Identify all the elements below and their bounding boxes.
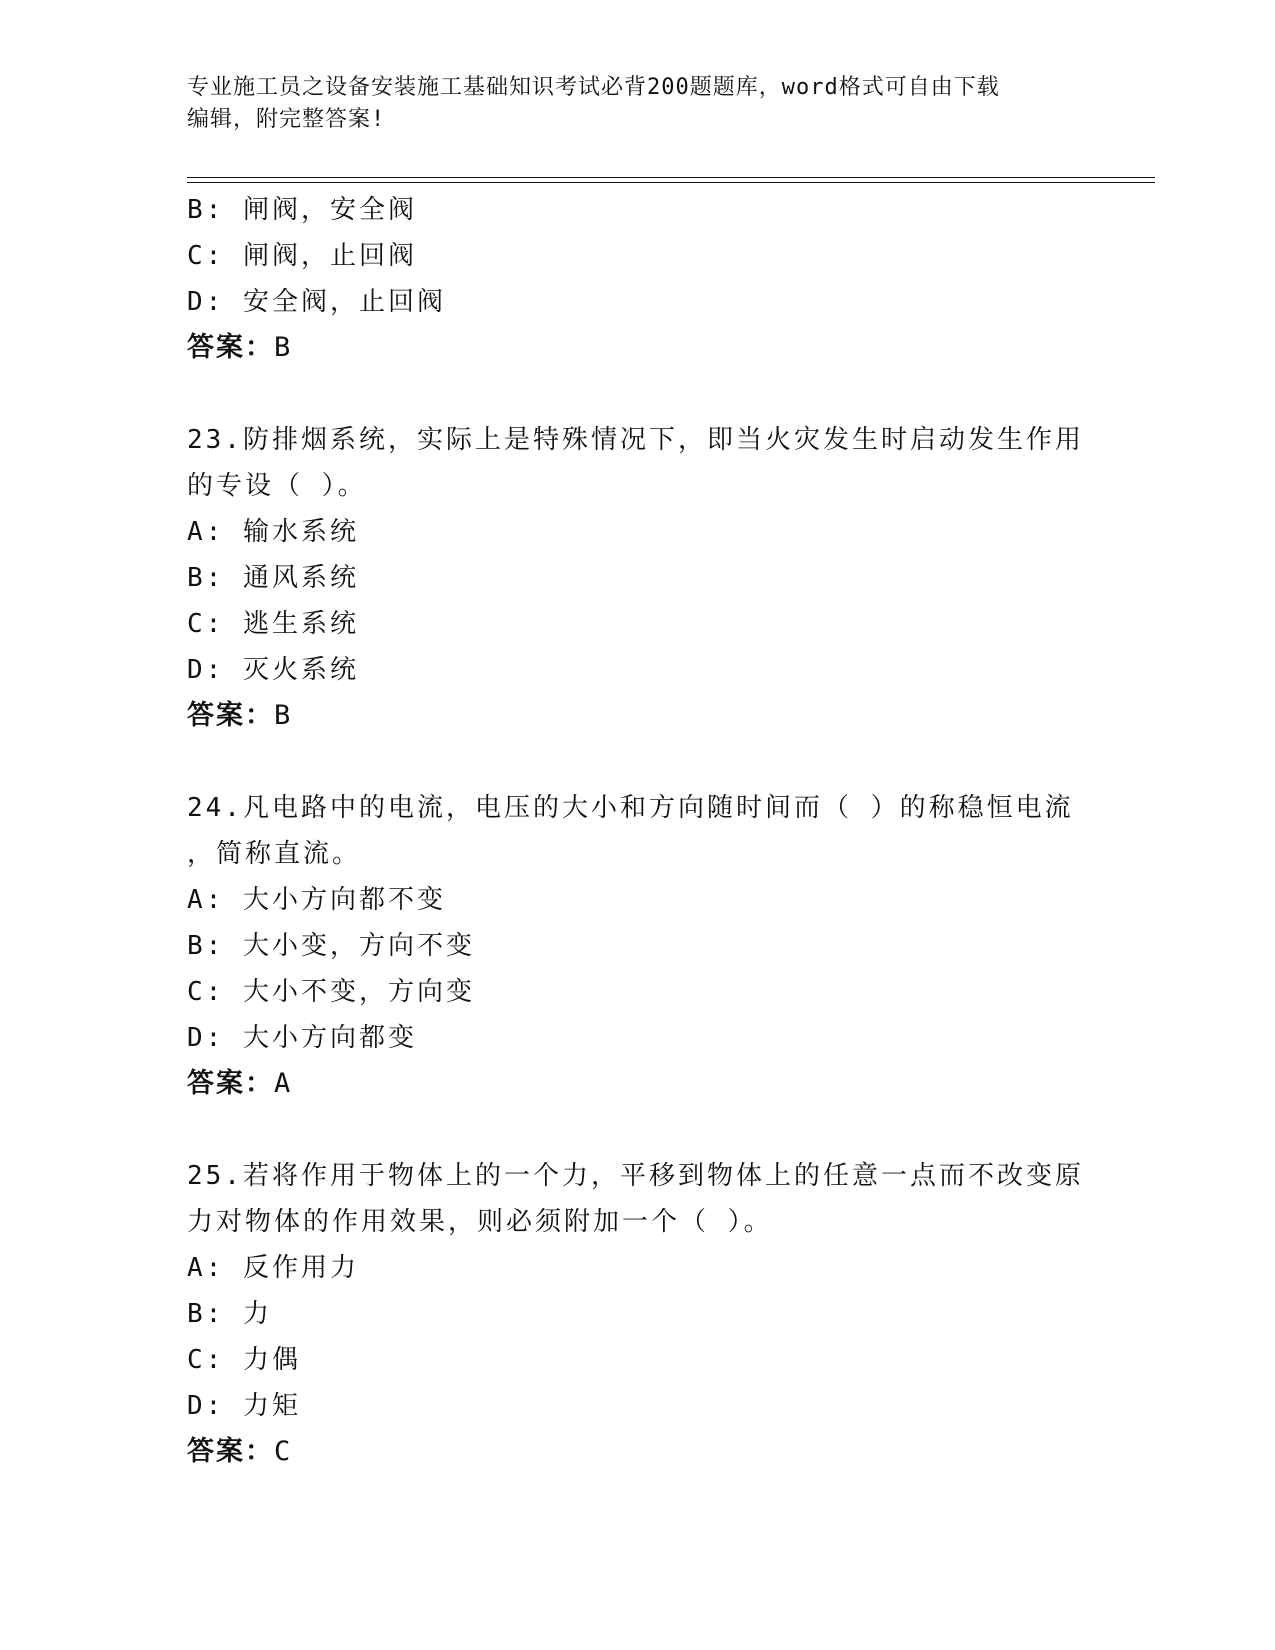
answer-line xyxy=(187,693,1087,739)
question-text-line-1: 24.凡电路中的电流，电压的大小和方向随时间而（ ）的称稳恒电流 xyxy=(187,793,1074,823)
document-header xyxy=(187,72,1067,136)
option-b: B: 力 xyxy=(187,1299,272,1329)
question-23 xyxy=(187,417,1087,739)
question-text-line-1: 23.防排烟系统，实际上是特殊情况下，即当火灾发生时启动发生作用 xyxy=(187,425,1084,455)
option-c: C: 大小不变，方向变 xyxy=(187,977,475,1007)
answer-value: B xyxy=(274,332,293,363)
answer-value: A xyxy=(274,1068,293,1099)
question-text-line-2: 的专设（ ）。 xyxy=(187,471,367,501)
header-rule-bottom xyxy=(187,182,1155,183)
option-b: B: 大小变，方向不变 xyxy=(187,931,475,961)
option-c: C: 闸阀，止回阀 xyxy=(187,241,417,271)
header-title-line-1: 专业施工员之设备安装施工基础知识考试必背200题题库，word格式可自由下载 xyxy=(187,75,1000,100)
question-text-line-2: ，简称直流。 xyxy=(187,839,362,869)
question-25 xyxy=(187,1153,1087,1475)
option-d: D: 大小方向都变 xyxy=(187,1023,417,1053)
option-d: D: 安全阀，止回阀 xyxy=(187,287,446,317)
answer-label: 答案： xyxy=(187,700,274,731)
question-text-line-2: 力对物体的作用效果，则必须附加一个（ ）。 xyxy=(187,1207,773,1237)
question-text-line-1: 25.若将作用于物体上的一个力，平移到物体上的任意一点而不改变原 xyxy=(187,1161,1084,1191)
option-a: A: 反作用力 xyxy=(187,1253,359,1283)
option-d: D: 力矩 xyxy=(187,1391,301,1421)
option-c: C: 力偶 xyxy=(187,1345,301,1375)
answer-label: 答案： xyxy=(187,1068,274,1099)
header-rule-top xyxy=(187,177,1155,178)
answer-value: C xyxy=(274,1436,293,1467)
header-title-line-2: 编辑，附完整答案! xyxy=(187,107,386,132)
option-d: D: 灭火系统 xyxy=(187,655,359,685)
option-c: C: 逃生系统 xyxy=(187,609,359,639)
option-b: B: 通风系统 xyxy=(187,563,359,593)
option-a: A: 输水系统 xyxy=(187,517,359,547)
option-a: A: 大小方向都不变 xyxy=(187,885,446,915)
continued-question xyxy=(187,187,1087,371)
question-24 xyxy=(187,785,1087,1107)
question-content xyxy=(187,187,1087,1475)
answer-line xyxy=(187,325,1087,371)
answer-label: 答案： xyxy=(187,1436,274,1467)
answer-label: 答案： xyxy=(187,332,274,363)
answer-line xyxy=(187,1429,1087,1475)
answer-value: B xyxy=(274,700,293,731)
option-b: B: 闸阀，安全阀 xyxy=(187,195,417,225)
answer-line xyxy=(187,1061,1087,1107)
